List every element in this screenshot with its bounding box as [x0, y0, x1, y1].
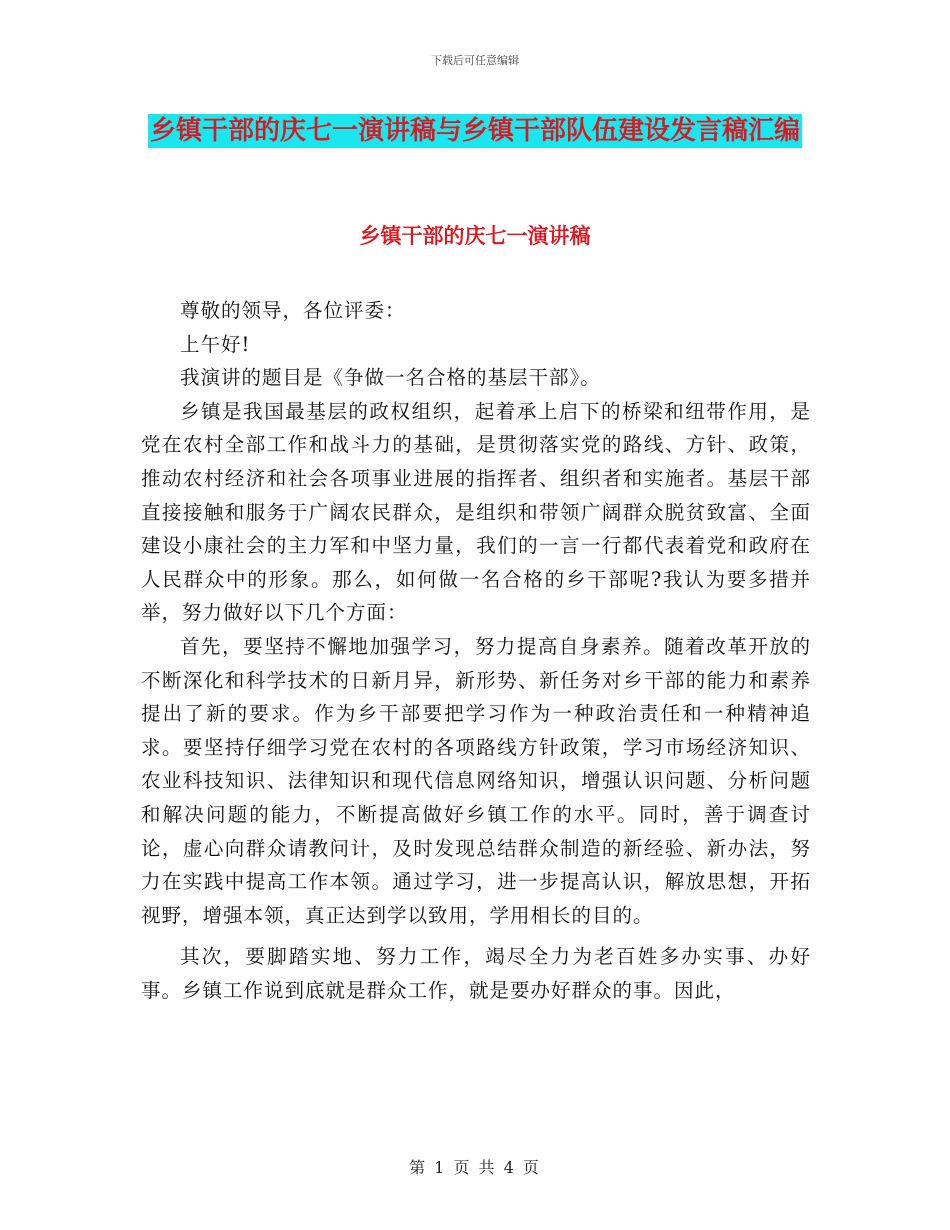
page-header-note: 下载后可任意编辑	[431, 54, 519, 67]
paragraph-salutation: 尊敬的领导，各位评委：	[180, 299, 406, 322]
paragraph-intro: 乡镇是我国最基层的政权组织，起着承上启下的桥梁和纽带作用，是党在农村全部工作和战斗力的基础，是贯彻落实党的路线、方针、政策，推动农村经济和社会各项事业进展的指挥者、组织者和实施者。基层干部直接接触和服务于广阔农民群众，是组织和带领广阔群众脱贫致富、全面建设小康社会的主力军和中坚力量，我们的一言一行都代表着党和政府在人民群众中的形象。那么，如何做一名合格的乡干部呢?我认为要多措并举，努力做好以下几个方面：	[141, 399, 811, 625]
document-title	[140, 108, 810, 154]
document-title-text: 乡镇干部的庆七一演讲稿与乡镇干部队伍建设发言稿汇编	[149, 116, 800, 146]
paragraph-second-point: 其次，要脚踏实地、努力工作，竭尽全力为老百姓多办实事、办好事。乡镇工作说到底就是群众工作，就是要办好群众的事。因此，	[141, 945, 811, 1002]
page-number-footer: 第 1 页 共 4 页	[409, 1158, 541, 1177]
paragraph-topic: 我演讲的题目是《争做一名合格的基层干部》。	[180, 366, 601, 390]
paragraph-first-point: 首先，要坚持不懈地加强学习，努力提高自身素养。随着改革开放的不断深化和科学技术的日新月异，新形势、新任务对乡干部的能力和素养提出了新的要求。作为乡干部要把学习作为一种政治责任和一种精神追求。要坚持仔细学习党在农村的各项路线方针政策，学习市场经济知识、农业科技知识、法律知识和现代信息网络知识，增强认识问题、分析问题和解决问题的能力，不断提高做好乡镇工作的水平。同时，善于调查讨论，虚心向群众请教问计，及时发现总结群众制造的新经验、新办法，努力在实践中提高工作本领。通过学习，进一步提高认识，解放思想，开拓视野，增强本领，真正达到学以致用，学用相长的目的。	[141, 634, 811, 927]
section-title: 乡镇干部的庆七一演讲稿	[359, 224, 591, 248]
document-body	[141, 294, 811, 1007]
paragraph-greeting: 上午好!	[180, 332, 251, 356]
